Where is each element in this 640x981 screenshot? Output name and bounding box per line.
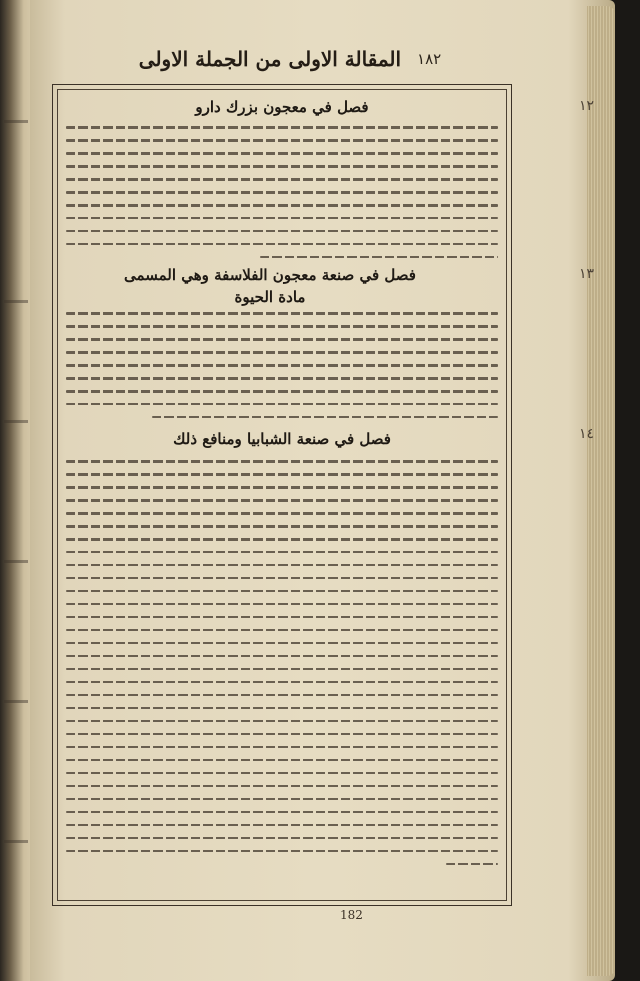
text-line <box>66 165 498 168</box>
text-line <box>66 126 498 129</box>
text-line <box>66 603 498 606</box>
text-line <box>66 230 498 233</box>
section-number: ١٢ <box>578 98 594 114</box>
text-line <box>66 577 498 580</box>
page-stack-edge <box>587 6 615 976</box>
text-line <box>66 642 498 645</box>
section-heading: فصل في صنعة معجون الفلاسفة وهي المسمى مادة الحيوة <box>124 266 416 306</box>
page-number-arabic: ١٨٢ <box>417 50 442 68</box>
section-heading: فصل في معجون بزرك دارو <box>195 98 369 116</box>
left-page-edge <box>0 0 34 981</box>
text-line <box>66 837 498 840</box>
text-line <box>66 338 498 341</box>
text-line <box>66 243 498 246</box>
text-line <box>66 733 498 736</box>
text-line <box>66 538 498 541</box>
section-number: ١٤ <box>578 426 594 442</box>
text-line <box>152 416 498 419</box>
text-line <box>66 785 498 788</box>
text-line <box>66 798 498 801</box>
text-line <box>66 217 498 220</box>
paragraph-block <box>66 312 498 429</box>
text-line <box>66 325 498 328</box>
folio-number: 182 <box>340 908 363 922</box>
running-title: المقالة الاولى من الجملة الاولى <box>138 47 402 71</box>
running-head <box>70 42 510 76</box>
text-line <box>66 139 498 142</box>
text-line <box>66 772 498 775</box>
text-line <box>66 512 498 515</box>
text-line <box>66 312 498 315</box>
text-line <box>66 460 498 463</box>
text-line <box>66 720 498 723</box>
text-line <box>66 564 498 567</box>
text-line <box>66 681 498 684</box>
text-line <box>66 473 498 476</box>
text-line <box>66 178 498 181</box>
text-line <box>66 824 498 827</box>
text-line <box>66 390 498 393</box>
text-line <box>66 499 498 502</box>
paragraph-block <box>66 126 498 269</box>
text-line <box>66 850 498 853</box>
text-line <box>66 590 498 593</box>
text-line <box>66 204 498 207</box>
text-line <box>260 256 498 259</box>
text-line <box>66 403 498 406</box>
text-line <box>66 668 498 671</box>
text-line <box>66 694 498 697</box>
text-line <box>66 351 498 354</box>
paragraph-block <box>66 460 498 876</box>
text-line <box>66 191 498 194</box>
text-line <box>66 811 498 814</box>
text-line <box>446 863 498 866</box>
text-line <box>66 746 498 749</box>
text-line <box>66 629 498 632</box>
section-number: ١٣ <box>578 266 594 282</box>
text-line <box>66 377 498 380</box>
text-line <box>66 655 498 658</box>
text-line <box>66 551 498 554</box>
text-line <box>66 525 498 528</box>
text-line <box>66 759 498 762</box>
text-line <box>66 364 498 367</box>
text-line <box>66 707 498 710</box>
section-heading: فصل في صنعة الشبابيا ومنافع ذلك <box>173 430 391 448</box>
text-line <box>66 486 498 489</box>
text-line <box>66 616 498 619</box>
text-line <box>66 152 498 155</box>
